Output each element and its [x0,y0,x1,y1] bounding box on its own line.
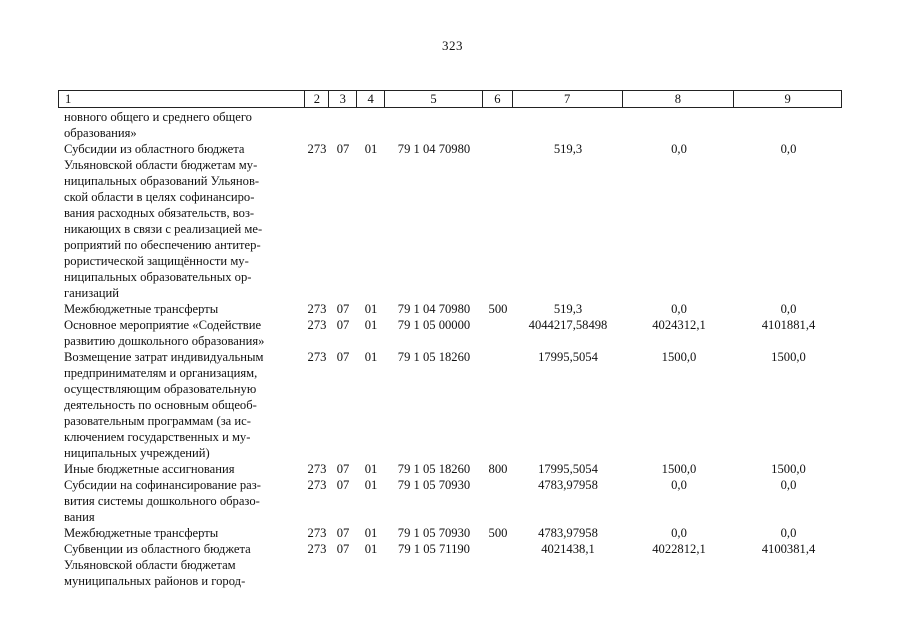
cell-col-6: 500 [488,526,508,540]
column-header-7: 7 [513,91,623,107]
cell-col-2: 273 [307,142,327,156]
row-description: Возмещение затрат индивидуальным предпринимателям и организациям, осуществляющим образовательную деятельность по основным общеоб- разовательным программам (за ис- ключением государственных и му- ниципальных учреждений) [64,350,264,460]
cell-col-8: 0,0 [671,302,687,316]
table-row [58,109,842,141]
cell-col-3: 07 [336,350,350,364]
row-description: Субсидии из областного бюджета Ульяновской области бюджетам му- ниципальных образований Ульянов- ской области в целях софинансиро- вания расходных обязательств, воз- никающих в связи с реализацией ме- роприятий по обеспечению антитер- рористической защищённости му- ниципальных образовательных ор- ганизаций [64,142,263,300]
column-header-5: 5 [385,91,483,107]
cell-col-4: 01 [364,302,378,316]
cell-col-8: 0,0 [671,478,687,492]
row-description: новного общего и среднего общего образования» [64,110,252,140]
column-header-6: 6 [483,91,513,107]
cell-col-9: 1500,0 [771,350,806,364]
row-description: Субвенции из областного бюджета Ульяновской области бюджетам муниципальных районов и город- [64,542,251,588]
cell-col-9: 4100381,4 [761,542,816,556]
cell-col-3: 07 [336,142,350,156]
cell-col-2: 273 [307,462,327,476]
row-description: Межбюджетные трансферты [64,302,219,316]
cell-col-3: 07 [336,478,350,492]
cell-col-6: 500 [488,302,508,316]
cell-col-5: 79 1 05 70930 [397,478,471,492]
column-header-4: 4 [357,91,385,107]
cell-col-5: 79 1 05 00000 [397,318,471,332]
table-row [58,477,842,525]
table-row [58,317,842,349]
cell-col-3: 07 [336,526,350,540]
row-description: Иные бюджетные ассигнования [64,462,235,476]
cell-col-3: 07 [336,462,350,476]
column-header-8: 8 [623,91,735,107]
table-row [58,461,842,477]
cell-col-2: 273 [307,526,327,540]
table-row [58,301,842,317]
cell-col-7: 4021438,1 [541,542,595,556]
cell-col-4: 01 [364,142,378,156]
cell-col-7: 519,3 [553,302,583,316]
cell-col-6: 800 [488,462,508,476]
table-row [58,349,842,461]
cell-col-2: 273 [307,302,327,316]
cell-col-8: 0,0 [671,142,687,156]
cell-col-4: 01 [364,318,378,332]
cell-col-2: 273 [307,350,327,364]
column-header-1: 1 [59,91,305,107]
cell-col-8: 4022812,1 [652,542,706,556]
cell-col-5: 79 1 05 71190 [398,542,470,556]
cell-col-9: 1500,0 [771,462,806,476]
cell-col-9: 0,0 [780,302,797,316]
cell-col-3: 07 [336,318,350,332]
table-row [58,541,842,589]
table-row [58,141,842,301]
page-number: 323 [442,38,463,53]
cell-col-5: 79 1 04 70980 [397,142,471,156]
budget-table-body [58,109,842,589]
cell-col-4: 01 [364,526,378,540]
column-header-2: 2 [305,91,329,107]
cell-col-5: 79 1 05 70930 [397,526,471,540]
cell-col-8: 0,0 [671,526,687,540]
row-description: Межбюджетные трансферты [64,526,219,540]
column-header-3: 3 [329,91,357,107]
cell-col-3: 07 [336,542,350,556]
cell-col-7: 17995,5054 [538,350,598,364]
cell-col-9: 0,0 [780,526,797,540]
cell-col-2: 273 [307,542,327,556]
cell-col-4: 01 [364,478,378,492]
cell-col-2: 273 [307,318,327,332]
cell-col-5: 79 1 05 18260 [397,350,471,364]
cell-col-3: 07 [336,302,350,316]
cell-col-5: 79 1 04 70980 [397,302,471,316]
column-header-9: 9 [784,92,791,106]
cell-col-9: 0,0 [780,478,797,492]
cell-col-7: 4044217,58498 [528,318,608,332]
table-header-row [58,90,842,108]
cell-col-9: 0,0 [780,142,797,156]
cell-col-7: 4783,97958 [538,526,598,540]
cell-col-7: 519,3 [553,142,583,156]
cell-col-2: 273 [307,478,327,492]
row-description: Субсидии на софинансирование раз- вития системы дошкольного образо- вания [64,478,261,524]
cell-col-8: 1500,0 [661,350,697,364]
cell-col-5: 79 1 05 18260 [397,462,471,476]
cell-col-7: 17995,5054 [538,462,598,476]
cell-col-8: 1500,0 [661,462,697,476]
cell-col-4: 01 [364,462,378,476]
cell-col-4: 01 [364,542,378,556]
cell-col-7: 4783,97958 [538,478,598,492]
cell-col-4: 01 [364,350,378,364]
cell-col-9: 4101881,4 [761,318,816,332]
row-description: Основное мероприятие «Содействие развитию дошкольного образования» [64,318,265,348]
cell-col-8: 4024312,1 [652,318,706,332]
table-row [58,525,842,541]
